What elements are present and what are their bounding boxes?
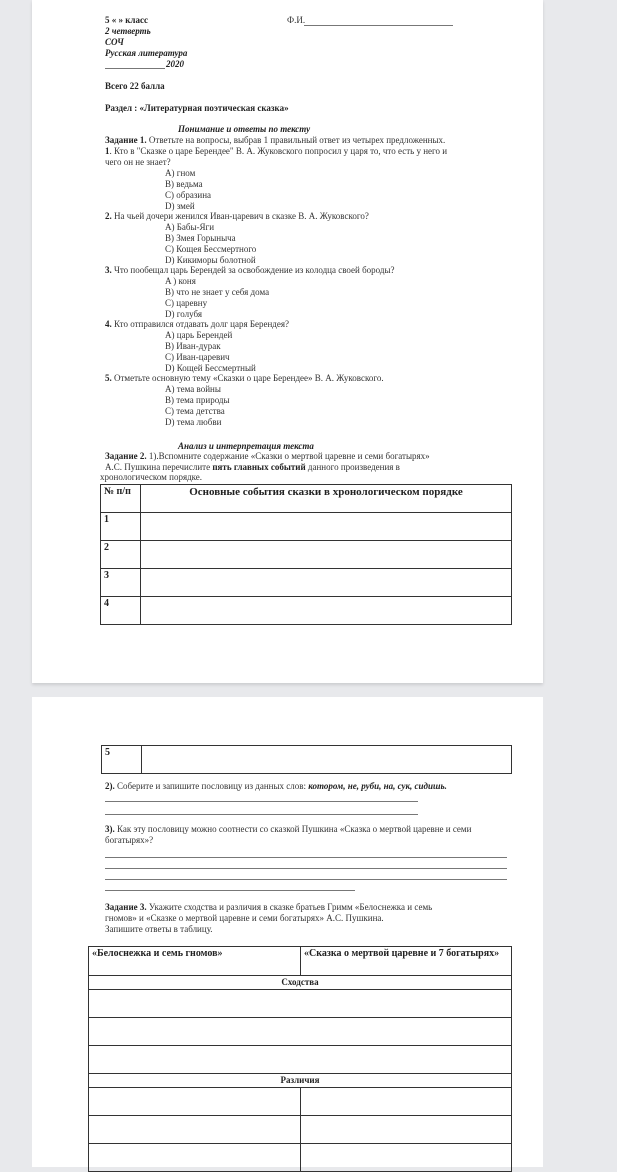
question-1-cont: чего он не знает? [105, 157, 171, 167]
emphasis: пять главных событий [212, 462, 306, 472]
events-table-continued [101, 745, 512, 774]
option[interactable]: B) что не знает у себя дома [165, 287, 270, 297]
option[interactable]: D) змей [165, 201, 195, 211]
quarter: 2 четверть [105, 26, 151, 36]
event-cell[interactable] [141, 597, 512, 625]
option[interactable]: B) Иван-дурак [165, 341, 221, 351]
option[interactable]: C) образина [165, 190, 212, 200]
answer-line[interactable] [105, 814, 418, 815]
question-2 [105, 211, 369, 222]
subtask3-cont: богатырях»? [105, 835, 154, 845]
name-label: Ф.И. [287, 15, 306, 25]
option[interactable]: D) тема любви [165, 417, 222, 427]
event-cell[interactable] [141, 541, 512, 569]
option[interactable]: B) ведьма [165, 179, 203, 189]
option[interactable]: B) тема природы [165, 395, 230, 405]
subtask3 [105, 824, 471, 835]
event-cell[interactable] [141, 569, 512, 597]
task2-line1 [105, 451, 430, 462]
soch-label: СОЧ [105, 37, 124, 47]
option[interactable]: B) Змея Горыныча [165, 233, 236, 243]
comparison-table [88, 946, 512, 1172]
option[interactable]: D) Кощей Бессмертный [165, 363, 256, 373]
part2-heading: Анализ и интерпретация текста [178, 441, 314, 451]
name-field-line[interactable] [304, 25, 453, 26]
task2-text: 1).Вспомните содержание «Сказки о мертвой царевне и семи богатырях» [146, 451, 430, 461]
total-points: Всего 22 балла [105, 81, 165, 91]
task2-line3: хронологическом порядке. [100, 472, 203, 482]
question-text: Кто отправился отдавать долг царя Берендея? [111, 319, 290, 329]
question-number: 5. [105, 373, 112, 383]
similarity-cell[interactable] [89, 1018, 512, 1046]
answer-line[interactable] [105, 868, 507, 869]
section-title: Раздел : «Литературная поэтическая сказка» [105, 103, 289, 113]
question-text: Что пообещал царь Берендей за освобождение из колодца своей бороды? [111, 265, 395, 275]
option[interactable]: A) царь Берендей [165, 330, 233, 340]
question-number: 2. [105, 211, 112, 221]
option[interactable]: D) Кикиморы болотной [165, 255, 256, 265]
document-page-2 [32, 697, 543, 1167]
question-number: 1 [105, 146, 110, 156]
answer-line[interactable] [105, 801, 418, 802]
option[interactable]: A) тема войны [165, 384, 221, 394]
task3-label: Задание 3. [105, 902, 147, 912]
task1-instruction [105, 135, 445, 146]
task3-line1 [105, 902, 432, 913]
year: 2020 [166, 59, 184, 69]
subtask3-label: 3). [105, 824, 115, 834]
similarity-cell[interactable] [89, 990, 512, 1018]
subtask3-text: Как эту пословицу можно соотнести со сказкой Пушкина «Сказка о мертвой царевне и семи [114, 824, 472, 834]
option[interactable]: D) голубя [165, 309, 202, 319]
similarities-header: Сходства [89, 976, 512, 990]
event-cell[interactable] [142, 746, 512, 774]
difference-cell[interactable] [301, 1144, 512, 1172]
option[interactable]: C) Иван-царевич [165, 352, 230, 362]
proverb-words: котором, не, руби, на, сук, сидишь. [308, 781, 447, 791]
task3-line2: гномов» и «Сказке о мертвой царевне и семи богатырях» А.С. Пушкина. [105, 913, 384, 923]
difference-cell[interactable] [89, 1144, 301, 1172]
question-3 [105, 265, 395, 276]
question-4 [105, 319, 289, 330]
part1-heading: Понимание и ответы по тексту [178, 124, 311, 134]
difference-cell[interactable] [301, 1116, 512, 1144]
difference-cell[interactable] [89, 1088, 301, 1116]
option[interactable]: C) царевну [165, 298, 208, 308]
option[interactable]: C) тема детства [165, 406, 225, 416]
answer-line[interactable] [105, 879, 507, 880]
col-dead-princess: «Сказка о мертвой царевне и 7 богатырях» [301, 947, 512, 976]
grade-label: 5 « » класс [105, 15, 148, 25]
document-page-1 [32, 0, 543, 683]
subtask2 [105, 781, 447, 792]
events-table [100, 484, 512, 625]
question-5 [105, 373, 384, 384]
question-1 [105, 146, 447, 157]
col-number-header: № п/п [101, 485, 141, 513]
task1-text: Ответьте на вопросы, выбрав 1 правильный ответ из четырех предложенных. [148, 135, 446, 145]
question-text: На чьей дочери женился Иван-царевич в сказке В. А. Жуковского? [111, 211, 369, 221]
question-text: . Кто в "Сказке о царе Берендее" В. А. Жуковского попросил у царя то, что есть у него и [109, 146, 448, 156]
row-number: 5 [102, 746, 142, 774]
difference-cell[interactable] [89, 1116, 301, 1144]
option[interactable]: A) гном [165, 168, 196, 178]
task2-label: Задание 2. [105, 451, 147, 461]
option[interactable]: A) Бабы-Яги [165, 222, 215, 232]
row-number: 1 [101, 513, 141, 541]
subject: Русская литература [105, 48, 188, 58]
col-snow-white: «Белоснежка и семь гномов» [89, 947, 301, 976]
option[interactable]: C) Кощея Бессмертного [165, 244, 257, 254]
difference-cell[interactable] [301, 1088, 512, 1116]
question-number: 3. [105, 265, 112, 275]
event-cell[interactable] [141, 513, 512, 541]
answer-line[interactable] [105, 857, 507, 858]
text: данного произведения в [305, 462, 400, 472]
col-events-header: Основные события сказки в хронологическом порядке [141, 485, 512, 513]
question-number: 4. [105, 319, 112, 329]
task1-label: Задание 1. [105, 135, 147, 145]
text: А.С. Пушкина перечислите [105, 462, 213, 472]
subtask2-text: Соберите и запишите пословицу из данных слов: [114, 781, 309, 791]
row-number: 2 [101, 541, 141, 569]
row-number: 3 [101, 569, 141, 597]
question-text: Отметьте основную тему «Сказки о царе Берендее» В. А. Жуковского. [111, 373, 384, 383]
similarity-cell[interactable] [89, 1046, 512, 1074]
task3-text: Укажите сходства и различия в сказке братьев Гримм «Белоснежка и семь [146, 902, 433, 912]
subtask2-label: 2). [105, 781, 115, 791]
row-number: 4 [101, 597, 141, 625]
date-line [105, 68, 165, 69]
differences-header: Различия [89, 1074, 512, 1088]
task3-line3: Запишите ответы в таблицу. [105, 924, 213, 934]
option[interactable]: A ) коня [165, 276, 196, 286]
answer-line[interactable] [105, 890, 355, 891]
